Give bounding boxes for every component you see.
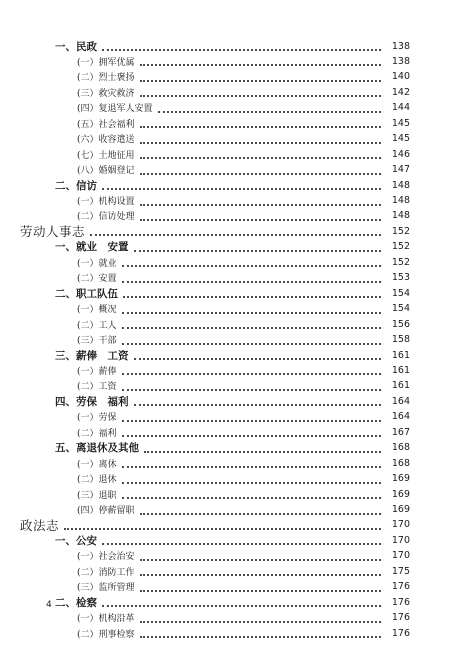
toc-entry-section [0,594,450,610]
dot-leader [122,389,381,391]
toc-entry-sub [0,53,450,69]
dot-leader [122,343,381,345]
dot-leader [140,126,381,128]
toc-entry-label: (二）安置 [77,274,117,285]
dot-leader [140,64,381,66]
dot-leader [158,111,381,113]
toc-entry-page: 148 [391,195,410,206]
toc-entry-page: 148 [391,210,410,222]
toc-entry-page: 176 [391,581,410,593]
dot-leader [140,590,381,592]
dot-leader [140,80,381,82]
toc-entry-page: 170 [391,534,410,546]
toc-entry-section [0,347,450,363]
toc-entry-label: (三）干部 [77,336,117,347]
toc-entry-page: 152 [391,225,410,237]
toc-entry-page: 152 [391,241,410,253]
dot-leader [122,482,381,484]
toc-entry-section [0,239,450,255]
toc-entry-sub [0,471,450,487]
toc-entry-sub [0,610,450,626]
toc-entry-label: 二、信访 [55,179,97,192]
toc-entry-page: 147 [391,164,410,176]
toc-entry-section [0,393,450,409]
toc-entry-page: 169 [391,488,410,500]
toc-entry-label: (一）社会治安 [77,552,135,563]
toc-entry-label: (二）福利 [77,428,117,439]
toc-entry-sub [0,270,450,286]
toc-entry-label: (四）复退军人安置 [77,104,153,115]
toc-entry-page: 169 [391,473,410,485]
toc-entry-sub [0,100,450,116]
toc-entry-sub [0,146,450,162]
toc-entry-label: (二）烈士褒扬 [77,73,135,84]
dot-leader [140,95,381,97]
toc-entry-page: 142 [391,86,410,98]
toc-entry-section [0,177,450,193]
toc-entry-sub [0,162,450,178]
toc-entry-sub [0,193,450,209]
toc-entry-section [0,532,450,548]
toc-entry-label: 一、民政 [55,40,97,53]
toc-entry-page: 148 [391,179,410,191]
toc-entry-section [0,440,450,456]
toc-entry-label: (三）监所管理 [77,583,135,594]
toc-entry-label: (三）救灾救济 [77,88,135,99]
toc-entry-sub [0,563,450,579]
toc-entry-sub [0,332,450,348]
toc-entry-label: (一）劳保 [77,413,117,424]
toc-entry-label: (一）拥军优属 [77,57,135,68]
toc-entry-sub [0,362,450,378]
dot-leader [140,173,381,175]
toc-entry-page: 170 [391,519,410,531]
toc-entry-page: 156 [391,318,410,330]
toc-entry-page: 161 [391,349,410,361]
toc-entry-page: 140 [391,71,410,83]
toc-entry-label: 五、离退休及其他 [55,442,139,455]
toc-entry-page: 138 [391,40,410,52]
toc-entry-label: (二）工资 [77,382,117,393]
toc-entry-label: (四）停薪留职 [77,506,135,516]
toc-entry-label: 一、就业 安置 [55,241,129,254]
toc-entry-page: 168 [391,457,410,469]
dot-leader [90,234,381,236]
dot-leader [102,605,381,607]
dot-leader [122,265,381,267]
toc-entry-label: (五）社会福利 [77,119,135,130]
toc-entry-chapter [0,223,450,239]
toc-entry-page: 145 [391,117,410,129]
toc-entry-page: 167 [391,426,410,438]
toc-entry-label: (一）机构设置 [77,197,135,207]
toc-entry-sub [0,486,450,502]
toc-entry-page: 164 [391,395,410,407]
dot-leader [102,49,381,51]
toc-entry-page: 176 [391,596,410,608]
toc-entry-sub [0,625,450,641]
toc-entry-sub [0,69,450,85]
toc-entry-label: (八）婚姻登记 [77,166,135,177]
dot-leader [102,188,381,190]
dot-leader [122,373,381,375]
toc-entry-label: 政法志 [20,517,60,533]
toc-entry-page: 152 [391,256,410,268]
toc-entry-label: (二）消防工作 [77,567,135,578]
dot-leader [134,358,382,360]
toc-entry-page: 146 [391,148,410,160]
toc-entry-label: 二、检察 [55,596,97,609]
dot-leader [123,296,381,298]
dot-leader [140,204,381,206]
dot-leader [134,404,382,406]
toc-entry-sub [0,131,450,147]
toc-entry-sub [0,301,450,317]
toc-entry-label: (二）信访处理 [77,212,135,223]
dot-leader [122,312,381,314]
toc-entry-sub [0,254,450,270]
toc-entry-label: (一）离休 [77,459,117,470]
toc-entry-sub [0,115,450,131]
toc-entry-label: (二）工人 [77,320,117,331]
toc-entry-page: 161 [391,380,410,392]
dot-leader [140,219,381,221]
toc-entry-label: (一）薪俸 [77,366,117,377]
toc-entry-page: 168 [391,442,410,454]
toc-entry-page: 145 [391,133,410,145]
dot-leader [64,528,381,530]
dot-leader [122,497,381,499]
toc-entry-sub [0,548,450,564]
toc-entry-sub [0,378,450,394]
dot-leader [140,559,381,561]
dot-leader [134,250,382,252]
toc-entry-sub [0,455,450,471]
toc-entry-page: 164 [391,411,410,423]
toc-entry-page: 158 [391,334,410,346]
dot-leader [140,142,381,144]
dot-leader [140,621,381,623]
toc-entry-sub [0,502,450,518]
dot-leader [144,451,381,453]
toc-entry-page: 153 [391,272,410,284]
toc-entry-label: (六）收容遣送 [77,135,135,146]
toc-entry-label: (七）土地征用 [77,150,135,161]
toc-entry-section [0,38,450,54]
dot-leader [122,466,381,468]
toc-entry-page: 170 [391,550,410,562]
toc-entry-page: 176 [391,612,410,624]
toc-entry-section [0,285,450,301]
toc-entry-label: (一）机构沿革 [77,614,135,625]
toc-entry-page: 154 [391,287,410,299]
toc-entry-page: 169 [391,504,410,515]
toc-entry-chapter [0,517,450,533]
toc-entry-page: 161 [391,364,410,376]
toc-entry-label: (一）就业 [77,258,117,269]
dot-leader [122,420,381,422]
dot-leader [122,281,381,283]
toc-entry-label: 三、薪俸 工资 [55,349,129,362]
dot-leader [140,513,381,515]
toc-entry-label: (二）退休 [77,475,117,486]
toc-entry-sub [0,424,450,440]
toc-entry-sub [0,579,450,595]
toc-entry-page: 175 [391,565,410,577]
toc-entry-page: 154 [391,303,410,315]
dot-leader [102,543,381,545]
toc-entry-label: (一）概况 [77,305,117,316]
dot-leader [140,636,381,638]
toc-entry-label: 四、劳保 福利 [55,395,129,408]
dot-leader [122,435,381,437]
toc-entry-label: 二、职工队伍 [55,287,118,300]
toc-entry-sub [0,316,450,332]
dot-leader [140,157,381,159]
toc-entry-page: 144 [391,102,410,114]
toc-entry-label: 劳动人事志 [20,224,86,240]
toc-entry-page: 138 [391,55,410,67]
toc-entry-label: 一、公安 [55,534,97,547]
toc-entry-sub [0,84,450,100]
page-number: 4 [46,600,52,610]
toc-entry-label: (三）退职 [77,490,117,501]
dot-leader [122,327,381,329]
toc-entry-page: 176 [391,627,410,639]
toc-entry-label: (二）刑事检察 [77,629,135,640]
dot-leader [140,574,381,576]
toc-entry-sub [0,409,450,425]
